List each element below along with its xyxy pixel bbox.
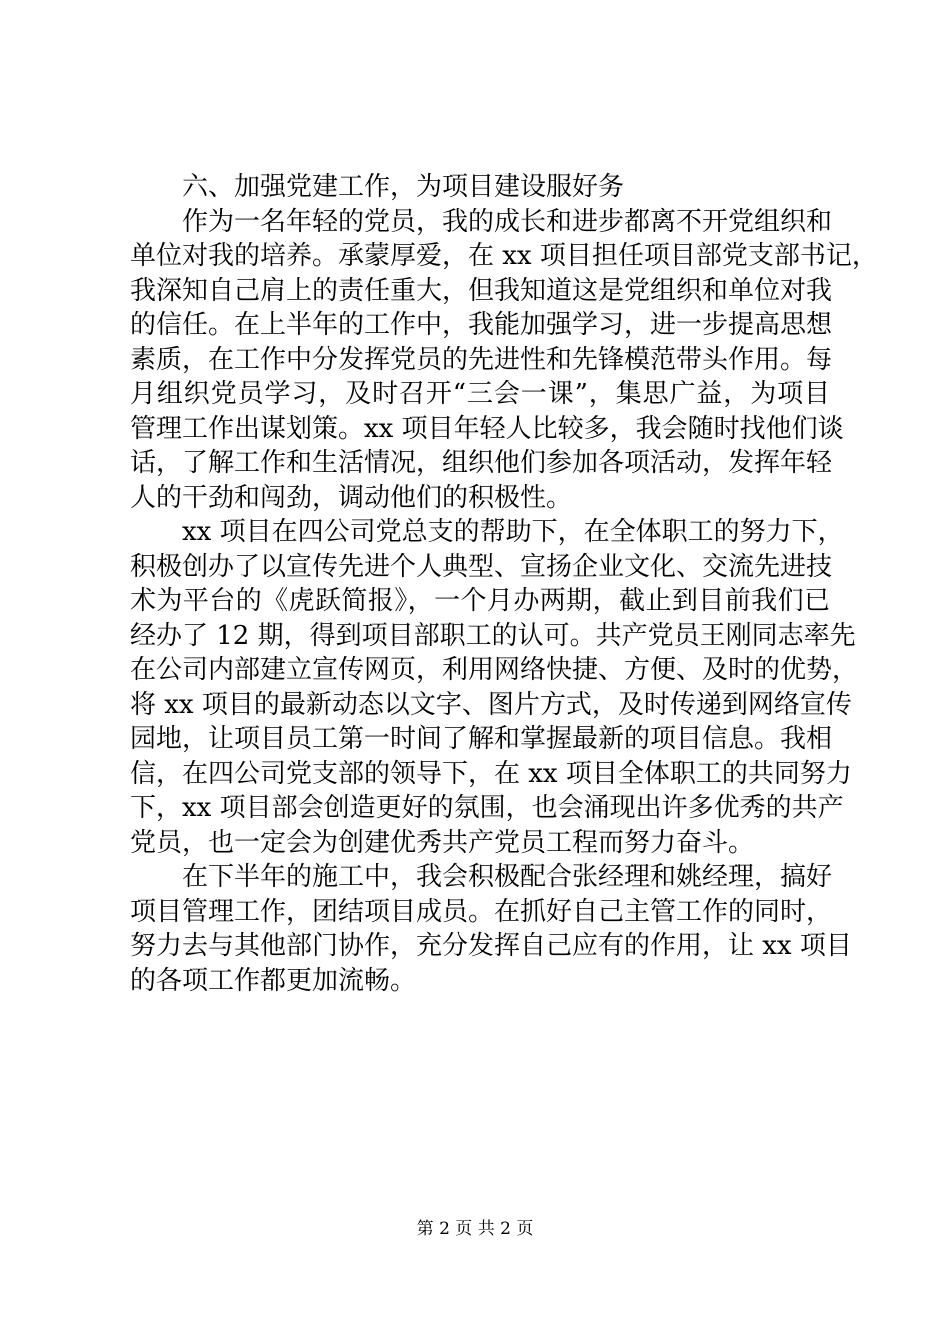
paragraph-line: 月组织党员学习，及时召开“三会一课”，集思广益，为项目 bbox=[130, 379, 830, 409]
paragraph-line: 素质，在工作中分发挥党员的先进性和先锋模范带头作用。每 bbox=[130, 344, 833, 375]
paragraph-line: 项目管理工作，团结项目成员。在抓好自己主管工作的同时， bbox=[130, 896, 833, 927]
paragraph-line: 我深知自己肩上的责任重大，但我知道这是党组织和单位对我 bbox=[130, 275, 833, 306]
paragraph-line: 的各项工作都更加流畅。 bbox=[130, 965, 417, 996]
paragraph-line: 的信任。在上半年的工作中，我能加强学习，进一步提高思想 bbox=[130, 310, 833, 340]
document-body bbox=[130, 170, 878, 998]
paragraph-line: xx 项目在四公司党总支的帮助下，在全体职工的努力下， bbox=[182, 517, 844, 547]
paragraph-line: 在下半年的施工中，我会积极配合张经理和姚经理，搞好 bbox=[182, 862, 833, 892]
paragraph-line: 努力去与其他部门协作，充分发挥自己应有的作用，让 xx 项目 bbox=[130, 931, 852, 961]
paragraph-line: 人的干劲和闯劲，调动他们的积极性。 bbox=[130, 482, 573, 513]
paragraph-line: 党员，也一定会为创建优秀共产党员工程而努力奋斗。 bbox=[130, 827, 755, 858]
paragraph-line: 积极创办了以宣传先进个人典型、宣扬企业文化、交流先进技 bbox=[130, 551, 833, 582]
paragraph-line: 下，xx 项目部会创造更好的氛围，也会涌现出许多优秀的共产 bbox=[130, 793, 844, 823]
page-number-footer: 第 2 页 共 2 页 bbox=[416, 1219, 534, 1239]
paragraph-line: 在公司内部建立宣传网页，利用网络快捷、方便、及时的优势， bbox=[130, 655, 859, 685]
paragraph-line: 单位对我的培养。承蒙厚爱，在 xx 项目担任项目部党支部书记， bbox=[130, 241, 878, 271]
paragraph-line: 术为平台的《虎跃简报》，一个月办两期，截止到目前我们已 bbox=[130, 586, 830, 616]
paragraph-line: 管理工作出谋划策。xx 项目年轻人比较多，我会随时找他们谈 bbox=[130, 413, 844, 444]
paragraph-line: 信，在四公司党支部的领导下，在 xx 项目全体职工的共同努力 bbox=[130, 758, 852, 789]
section-heading: 六、加强党建工作，为项目建设服好务 bbox=[182, 172, 625, 202]
paragraph-line: 园地，让项目员工第一时间了解和掌握最新的项目信息。我相 bbox=[130, 724, 833, 754]
paragraph-line: 作为一名年轻的党员，我的成长和进步都离不开党组织和 bbox=[182, 206, 833, 237]
paragraph-line: 话，了解工作和生活情况，组织他们参加各项活动，发挥年轻 bbox=[130, 448, 833, 478]
paragraph-line: 经办了 12 期，得到项目部职工的认可。共产党员王刚同志率先 bbox=[130, 620, 856, 651]
paragraph-line: 将 xx 项目的最新动态以文字、图片方式，及时传递到网络宣传 bbox=[130, 689, 852, 720]
